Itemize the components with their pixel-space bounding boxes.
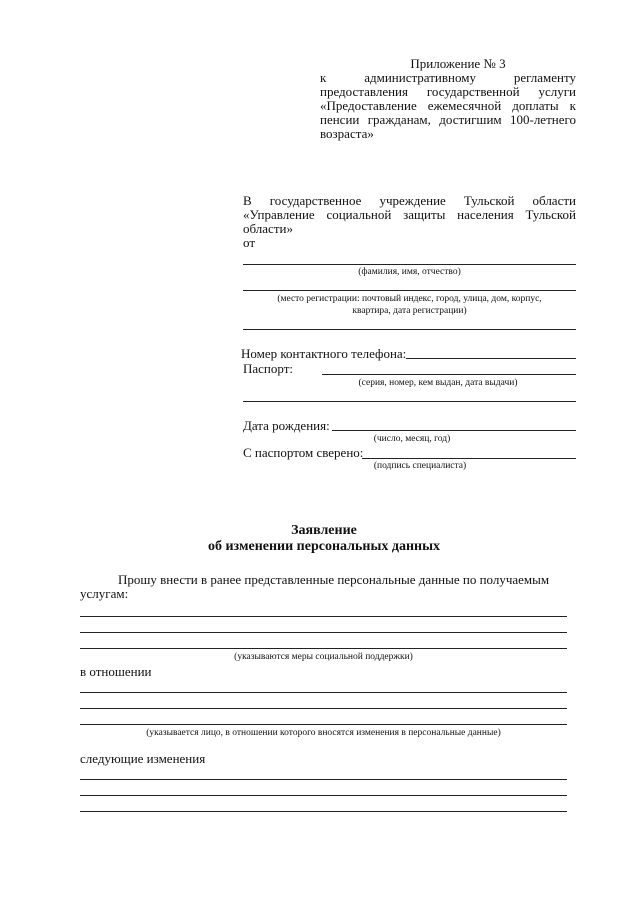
regarding-label: в отношении <box>80 664 152 679</box>
address-hint-2: квартира, дата регистрации) <box>352 306 467 316</box>
passport-label: Паспорт: <box>243 361 294 376</box>
phone-line <box>406 358 576 359</box>
person-hint: (указывается лицо, в отношении которого вносятся изменения в персональные данные) <box>146 728 501 738</box>
addressee-line-3: области» <box>243 221 293 236</box>
measures-hint: (указываются меры социальной поддержки) <box>234 652 413 662</box>
measures-line-2 <box>80 632 567 633</box>
appendix-line-3: «Предоставление ежемесячной доплаты к <box>320 98 576 113</box>
person-line-3 <box>80 724 567 725</box>
phone-label: Номер контактного телефона: <box>241 346 407 361</box>
passport-line-1 <box>322 374 576 375</box>
request-line-1: Прошу внести в ранее представленные персональные данные по получаемым <box>118 572 550 587</box>
addressee-block <box>243 194 576 250</box>
statement-title-2: об изменении персональных данных <box>207 539 441 554</box>
addressee-line-2: «Управление социальной защиты населения Тульской <box>243 207 576 222</box>
fio-line <box>243 264 576 265</box>
appendix-block <box>320 57 576 141</box>
request-text <box>80 573 576 601</box>
statement-title <box>80 523 568 555</box>
appendix-title: Приложение № 3 <box>410 56 506 71</box>
checked-label: С паспортом сверено: <box>243 445 364 460</box>
birth-label: Дата рождения: <box>243 418 330 433</box>
appendix-line-4: пенсии гражданам, достигшим 100-летнего <box>320 112 576 127</box>
person-line-2 <box>80 708 567 709</box>
request-line-2: услугам: <box>80 586 129 601</box>
address-line-2 <box>243 329 576 330</box>
changes-line-1 <box>80 779 567 780</box>
checked-hint: (подпись специалиста) <box>373 461 467 471</box>
address-line-1 <box>243 290 576 291</box>
changes-line-3 <box>80 811 567 812</box>
birth-hint: (число, месяц, год) <box>373 434 451 444</box>
changes-label: следующие изменения <box>80 751 206 766</box>
checked-line <box>362 458 576 459</box>
measures-line-1 <box>80 616 567 617</box>
appendix-line-5: возраста» <box>320 126 374 141</box>
addressee-from: от <box>243 235 256 250</box>
address-hint-1: (место регистрации: почтовый индекс, город, улица, дом, корпус, <box>277 294 542 304</box>
birth-line <box>332 430 576 431</box>
statement-title-1: Заявление <box>291 523 357 538</box>
passport-hint: (серия, номер, кем выдан, дата выдачи) <box>358 378 518 388</box>
passport-line-2 <box>243 401 576 402</box>
addressee-line-1: В государственное учреждение Тульской области <box>243 193 576 208</box>
fio-hint: (фамилия, имя, отчество) <box>358 267 461 277</box>
person-line-1 <box>80 692 567 693</box>
appendix-line-2: предоставления государственной услуги <box>320 84 576 99</box>
appendix-line-1: к административному регламенту <box>320 70 576 85</box>
measures-line-3 <box>80 648 567 649</box>
changes-line-2 <box>80 795 567 796</box>
